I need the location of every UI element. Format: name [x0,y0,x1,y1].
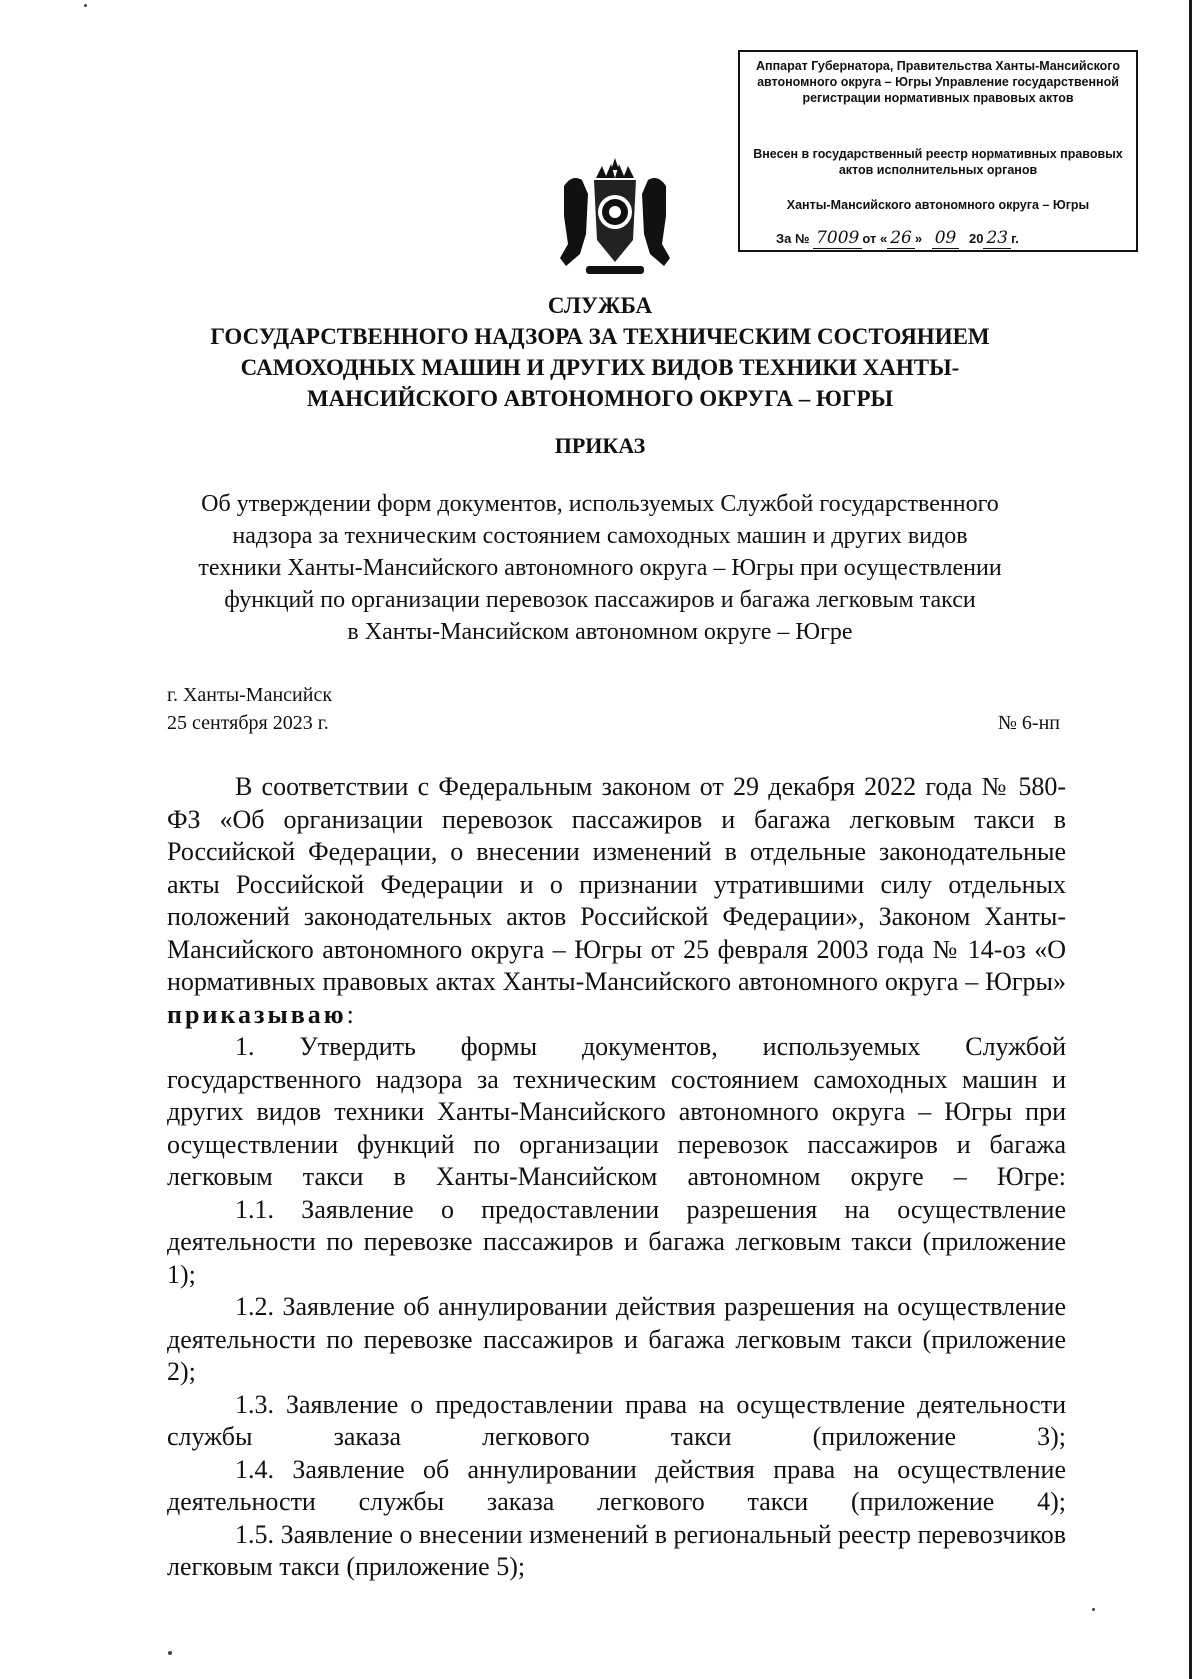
stamp-day-value: 26 [887,228,915,249]
subject-line-2: надзора за техническим состоянием самоходных машин и других видов [232,523,968,549]
stamp-month-value: 09 [932,228,960,249]
stamp-year-unit: г. [1011,231,1019,246]
stamp-region: Ханты-Мансийского автономного округа – Югры [786,198,1090,212]
document-date: 25 сентября 2023 г. [167,712,329,734]
item-1-3: 1.3. Заявление о предоставлении права на осуществление деятельности службы заказа легкового такси (приложение 3); [167,1389,1066,1451]
stamp-number-value: 7009 [813,228,862,249]
title-line-2: ГОСУДАРСТВЕННОГО НАДЗОРА ЗА ТЕХНИЧЕСКИМ СОСТОЯНИЕМ [210,324,990,349]
stamp-year-value: 23 [983,228,1011,249]
scan-speck [168,1651,172,1655]
coat-of-arms-icon [556,156,674,280]
preamble-paragraph [167,771,1066,1031]
title-line-1: СЛУЖБА [547,293,653,318]
title-line-3: САМОХОДНЫХ МАШИН И ДРУГИХ ВИДОВ ТЕХНИКИ ХАНТЫ- [240,355,960,380]
city: г. Ханты-Мансийск [167,684,333,706]
item-1-5: 1.5. Заявление о внесении изменений в региональный реестр перевозчиков легковым такси (приложение 5); [167,1519,1066,1581]
document-number: № 6-нп [997,712,1060,734]
item-1-2: 1.2. Заявление об аннулировании действия разрешения на осуществление деятельности по перевозке пассажиров и багажа легковым такси (приложение 2); [167,1292,1066,1386]
place-and-date [167,681,332,737]
stamp-registry-header: Аппарат Губернатора, Правительства Ханты-Мансийского автономного округа – Югры Управление государственной регистрации нормативных правовых актов [756,59,1120,105]
preamble-text: В соответствии с Федеральным законом от 29 декабря 2022 года № 580-ФЗ «Об организации перевозок пассажиров и багажа легковым такси в Российской Федерации, о внесении изменений в отдельные законодательные акты Российской Федерации и о признании утратившими силу отдельных положений законодательных актов Российской Федерации», Законом Ханты-Мансийского автономного округа – Югры от 25 февраля 2003 года № 14-оз «О нормативных правовых актах Ханты-Мансийского автономного округа – Югры» [167,772,1066,996]
document-type: ПРИКАЗ [554,433,646,458]
command-word: приказываю [167,999,347,1029]
order-subject [150,488,1050,648]
stamp-day-close: » [914,231,923,246]
issuing-authority-title [170,290,1030,414]
subject-line-1: Об утверждении форм документов, используемых Службой государственного [201,491,999,517]
subject-line-3: техники Ханты-Мансийского автономного округа – Югры при осуществлении [198,555,1002,581]
registration-stamp [738,50,1138,252]
item-1: 1. Утвердить формы документов, используемых Службой государственного надзора за техническим состоянием самоходных машин и других видов техники Ханты-Мансийского автономного округа – Югры при осуществлении функций по организации перевозок пассажиров и багажа легковым такси в Ханты-Мансийском автономном округе – Югре: [167,1032,1066,1191]
subject-line-4: функций по организации перевозок пассажиров и багажа легковым такси [224,587,976,613]
stamp-from-label: от « [862,231,888,246]
title-line-4: МАНСИЙСКОГО АВТОНОМНОГО ОКРУГА – ЮГРЫ [306,386,894,411]
stamp-registry-note: Внесен в государственный реестр нормативных правовых актов исполнительных органов [753,147,1123,177]
stamp-number-label: За № [776,231,810,246]
scan-speck [84,4,87,7]
item-1-4: 1.4. Заявление об аннулировании действия права на осуществление деятельности службы заказа легкового такси (приложение 4); [167,1454,1066,1516]
stamp-year-prefix: 20 [968,231,984,246]
command-colon: : [346,999,354,1029]
scan-speck [1092,1608,1095,1611]
order-body [167,771,1066,1584]
item-1-1: 1.1. Заявление о предоставлении разрешения на осуществление деятельности по перевозке пассажиров и багажа легковым такси (приложение 1); [167,1194,1066,1289]
subject-line-5: в Ханты-Мансийском автономном округе – Югре [347,619,853,645]
stamp-registration-line [776,230,1132,247]
scan-edge-line [1189,0,1192,1679]
